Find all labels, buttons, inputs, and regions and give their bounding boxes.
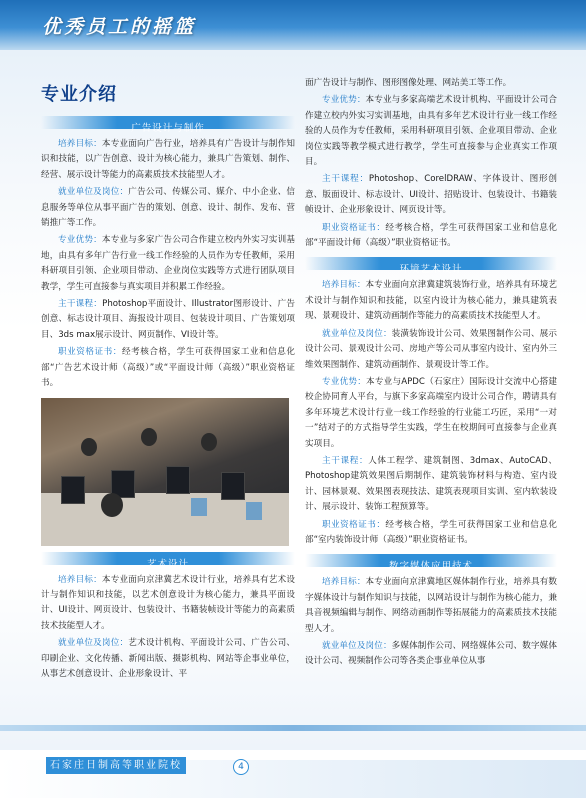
- para-text: 本专业面向京津冀建筑装饰行业，培养具有环境艺术设计与制作知识和技能，以室内设计为核心能力，兼具建筑表现、景观设计、建筑动画制作等能力的高素质技术技能型人才。: [305, 280, 557, 322]
- paragraph: [41, 233, 295, 295]
- para-label: 培养目标：: [58, 139, 102, 149]
- para-label: 专业优势：: [322, 376, 367, 387]
- banner-label: 艺术设计: [146, 558, 189, 570]
- paragraph: [305, 375, 557, 452]
- para-label: 主干课程：: [322, 455, 369, 466]
- paragraph: [41, 573, 295, 635]
- para-label: 专业优势：: [58, 235, 102, 246]
- header-title: 优秀员工的摇篮: [42, 16, 197, 38]
- banner-label: 数字媒体应用技术: [388, 561, 473, 573]
- photo-person: [201, 433, 217, 451]
- paragraph: [305, 575, 557, 637]
- para-text: 本专业面向京津冀艺术设计行业，培养具有艺术设计与制作知识和技能，以艺术创意设计为核心能力，兼具平面设计、UI设计、网页设计、包装设计、书籍装帧设计等能力的高素质技术技能型人才。: [41, 574, 295, 631]
- photo-monitor: [61, 476, 85, 504]
- paragraph: [305, 639, 557, 670]
- para-text: 经考核合格，学生可获得国家工业和信息化部“广告艺术设计师（高级）”或“平面设计师（高级）”职业资格证书。: [41, 347, 295, 389]
- paragraph: [305, 454, 557, 516]
- para-text: 装潢装饰设计公司、效果图制作公司、展示设计公司、景观设计公司、房地产等公司从事室内设计、室内外三维效果图制作、建筑动画制作、景观设计等工作。: [305, 328, 557, 370]
- para-text: 广告公司、传媒公司、媒介、中小企业、信息服务等单位从事平面广告的策划、创意、设计、制作、发布、营销推广等工作。: [41, 187, 295, 229]
- para-text: 面广告设计与制作、图形图像处理、网站美工等工作。: [305, 78, 512, 88]
- photo-person: [141, 428, 157, 446]
- para-label: 专业优势：: [322, 95, 366, 106]
- banner-label: 环境艺术设计: [399, 264, 463, 276]
- photo-person: [101, 493, 123, 517]
- para-label: 就业单位及岗位：: [58, 638, 129, 649]
- para-text: 本专业面向广告行业，培养具有广告设计与制作知识和技能，以广告创意、设计为核心能力，兼具广告策划、制作、经营、展示设计等能力的高素质技术技能型人才。: [41, 139, 295, 180]
- section-title: 专业介绍: [41, 84, 117, 105]
- paragraph: [305, 172, 557, 218]
- paragraph: [305, 221, 557, 252]
- para-text: 本专业与多家广告公司合作建立校内外实习实训基地，由具有多年广告行业一线工作经验的人员作为专任教师，采用科研项目引领、企业项目带动、企业岗位实践等方式进行团队项目教学，学生可直接参与真实项目并积累工作经验。: [41, 235, 295, 292]
- paragraph: [305, 518, 557, 549]
- footer-school-name: 石家庄日制高等职业院校: [46, 757, 186, 774]
- paragraph: [305, 76, 557, 91]
- para-text: 本专业与多家高端艺术设计机构、平面设计公司合作建立校内外实习实训基地，由具有多年艺术设计行业一线工作经验的人员作为专任教师，采用科研项目引领、企业项目带动、企业岗位实践等教学模式进行教学，学生可直接参与企业真实工作项目。: [305, 95, 557, 168]
- banner-digital-media: [305, 554, 557, 573]
- para-label: 职业资格证书：: [58, 347, 122, 358]
- para-label: 培养目标：: [322, 577, 366, 588]
- art-design-content: [41, 573, 295, 683]
- para-text: Photoshop、CorelDRAW、字体设计、图形创意、版面设计、标志设计、UI设计、招贴设计、包装设计、书籍装帧设计、企业形象设计、网页设计等。: [305, 174, 557, 216]
- art-design-continued: [305, 76, 557, 251]
- paragraph: [305, 278, 557, 324]
- ad-design-content: [41, 137, 295, 392]
- paragraph: [41, 185, 295, 231]
- paragraph: [41, 345, 295, 391]
- para-label: 培养目标：: [58, 574, 102, 585]
- page-header: [0, 0, 586, 50]
- paragraph: [305, 327, 557, 373]
- para-text: 经考核合格，学生可获得国家工业和信息化部“室内装饰设计师（高级）”职业资格证书。: [305, 519, 557, 545]
- para-text: 艺术设计机构、平面设计公司、广告公司、印刷企业、文化传播、新闻出版、摄影机构、网站等企事业单位，从事艺术创意设计、企业形象设计、平: [41, 638, 295, 679]
- classroom-photo: [41, 398, 289, 546]
- footer-strip: [0, 725, 586, 731]
- page-number: 4: [233, 759, 249, 775]
- para-label: 就业单位及岗位：: [322, 328, 392, 339]
- env-design-content: [305, 278, 557, 548]
- para-text: 人体工程学、建筑制图、3dmax、AutoCAD、Photoshop建筑效果图后期制作、建筑装饰材料与构造、室内设计、园林景观、效果图表现技法、建筑表现项目实训、室内软装设计、展示设计、装饰工程预算等。: [305, 455, 557, 513]
- para-text: 本专业与APDC（石家庄）国际设计交流中心搭建校企协同育人平台，与旗下多家高端室内设计公司合作，聘请具有多年环境艺术设计行业一线工作经验的行业能工巧匠，采用“一对一”结对子的方式指导学生实践，学生在校期间可直接参与企业真实项目。: [305, 376, 557, 449]
- photo-screen: [191, 498, 207, 516]
- paragraph: [41, 137, 295, 183]
- para-label: 培养目标：: [322, 280, 366, 291]
- paragraph: [305, 93, 557, 170]
- paragraph: [41, 297, 295, 343]
- para-label: 就业单位及岗位：: [322, 641, 392, 651]
- paragraph: [41, 636, 295, 682]
- para-label: 职业资格证书：: [322, 222, 386, 233]
- banner-ad-design: [41, 116, 295, 134]
- para-label: 就业单位及岗位：: [58, 187, 129, 198]
- right-column: [305, 76, 557, 672]
- photo-monitor: [221, 472, 245, 500]
- photo-person: [81, 438, 97, 456]
- left-column: [41, 80, 295, 684]
- banner-env-design: [305, 257, 557, 276]
- banner-label: 广告设计与制作: [131, 123, 205, 134]
- para-text: 多媒体制作公司、网络媒体公司、数字媒体设计公司、视频制作公司等各类企事业单位从事: [305, 641, 557, 667]
- digital-media-content: [305, 575, 557, 669]
- para-label: 主干课程：: [322, 174, 369, 185]
- para-text: 本专业面向京津冀地区媒体制作行业，培养具有数字媒体设计与制作知识与技能，以网站设计与制作为核心能力，兼具音视频编辑与制作、网络动画制作等拓展能力的高素质技术技能型人才。: [305, 577, 557, 634]
- para-text: 经考核合格，学生可获得国家工业和信息化部“平面设计师（高级）”职业资格证书。: [305, 222, 557, 249]
- para-label: 职业资格证书：: [322, 519, 386, 530]
- para-text: Photoshop平面设计、Illustrator图形设计、广告创意、标志设计项目、海报设计项目、包装设计项目、广告策划项目、3ds max展示设计、网页制作、VI设计等。: [41, 299, 295, 340]
- photo-monitor: [166, 466, 190, 494]
- banner-art-design: [41, 552, 295, 570]
- photo-screen: [246, 502, 262, 520]
- para-label: 主干课程：: [58, 299, 103, 310]
